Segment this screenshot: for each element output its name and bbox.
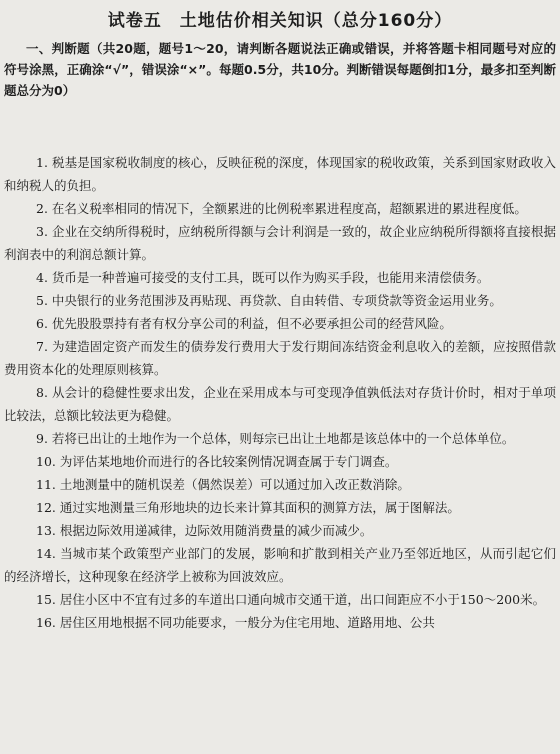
question-item: 5. 中央银行的业务范围涉及再贴现、再贷款、自由转借、专项贷款等资金运用业务。 xyxy=(36,293,502,308)
question-item: 10. 为评估某地地价而进行的各比较案例情况调查属于专门调查。 xyxy=(36,454,398,469)
question-item: 6. 优先股股票持有者有权分享公司的利益，但不必要承担公司的经营风险。 xyxy=(36,316,452,331)
question-list xyxy=(4,151,556,634)
question-item: 2. 在名义税率相同的情况下，全额累进的比例税率累进程度高，超额累进的累进程度低。 xyxy=(36,201,527,216)
question-item: 16. 居住区用地根据不同功能要求，一般分为住宅用地、道路用地、公共 xyxy=(36,615,435,630)
question-item: 3. 企业在交纳所得税时，应纳税所得额与会计利润是一致的，故企业应纳税所得额将直接根据利润表中的利润总额计算。 xyxy=(4,224,556,262)
question-item: 8. 从会计的稳健性要求出发，企业在采用成本与可变现净值孰低法对存货计价时，相对于单项比较法，总额比较法更为稳健。 xyxy=(4,385,556,423)
section-instructions: 一、判断题（共20题，题号1～20，请判断各题说法正确或错误，并将答题卡相同题号对应的符号涂黑，正确涂“√”，错误涂“×”。每题0.5分，共10分。判断错误每题倒扣1分，最多扣至判断题总分为0） xyxy=(4,41,556,98)
question-item: 11. 土地测量中的随机误差（偶然误差）可以通过加入改正数消除。 xyxy=(36,477,410,492)
question-item: 4. 货币是一种普遍可接受的支付工具，既可以作为购买手段，也能用来清偿债务。 xyxy=(36,270,490,285)
question-item: 7. 为建造固定资产而发生的债券发行费用大于发行期间冻结资金利息收入的差额，应按照借款费用资本化的处理原则核算。 xyxy=(4,339,556,377)
question-item: 12. 通过实地测量三角形地块的边长来计算其面积的测算方法，属于图解法。 xyxy=(36,500,460,515)
question-item: 9. 若将已出让的土地作为一个总体，则每宗已出让土地都是该总体中的一个总体单位。 xyxy=(36,431,515,446)
question-item: 15. 居住小区中不宜有过多的车道出口通向城市交通干道，出口间距应不小于150～200米。 xyxy=(36,592,546,607)
question-item: 1. 税基是国家税收制度的核心，反映征税的深度，体现国家的税收政策，关系到国家财政收入和纳税人的负担。 xyxy=(4,155,556,193)
question-item: 14. 当城市某个政策型产业部门的发展，影响和扩散到相关产业乃至邻近地区，从而引起它们的经济增长，这种现象在经济学上被称为回波效应。 xyxy=(4,546,556,584)
page-title: 试卷五 土地估价相关知识（总分160分） xyxy=(107,11,453,31)
question-item: 13. 根据边际效用递减律，边际效用随消费量的减少而减少。 xyxy=(36,523,373,538)
